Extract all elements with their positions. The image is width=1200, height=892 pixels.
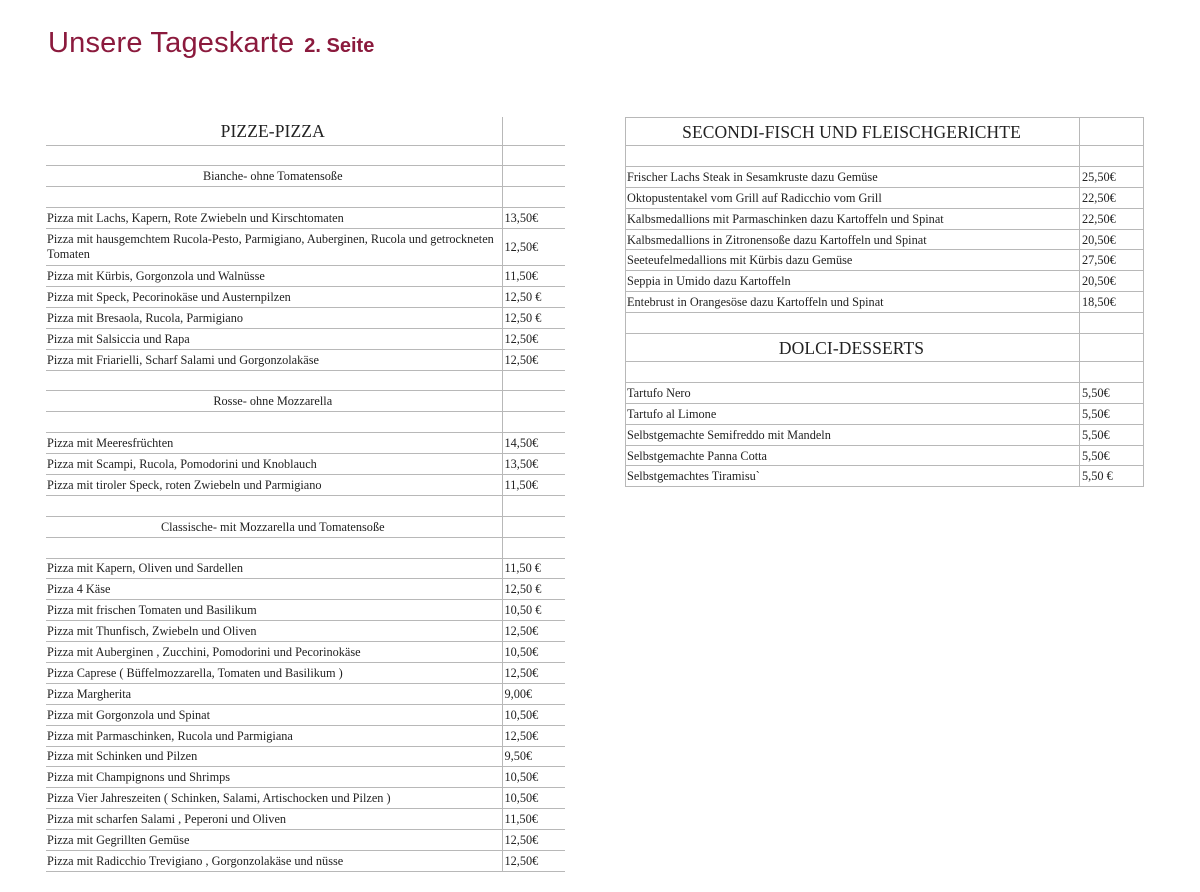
item-name: Kalbsmedallions in Zitronensoße dazu Kartoffeln und Spinat [626,229,1080,250]
item-name: Pizza mit Gorgonzola und Spinat [46,704,502,725]
empty-cell [626,146,1080,167]
empty-cell [502,391,565,412]
item-price: 10,50€ [502,704,565,725]
menu-item-row [626,208,1144,229]
item-price: 12,50 € [502,307,565,328]
section-heading: SECONDI-FISCH UND FLEISCHGERICHTE [626,118,1080,146]
item-name: Selbstgemachte Panna Cotta [626,445,1080,466]
menu-item-row [46,704,565,725]
group-heading-row [46,391,565,412]
menu-item-row [46,558,565,579]
menu-item-row [46,788,565,809]
empty-cell [626,313,1080,334]
menu-item-row [46,642,565,663]
item-name: Pizza mit Radicchio Trevigiano , Gorgonzolakäse und nüsse [46,851,502,872]
empty-cell [46,145,502,166]
item-name: Tartufo Nero [626,382,1080,403]
menu-item-row [46,767,565,788]
group-heading: Classische- mit Mozzarella und Tomatensoße [46,516,502,537]
menu-item-row [46,266,565,287]
menu-item-row [46,349,565,370]
menu-item-row [626,187,1144,208]
empty-cell [46,370,502,391]
item-name: Pizza Vier Jahreszeiten ( Schinken, Salami, Artischocken und Pilzen ) [46,788,502,809]
item-price: 12,50€ [502,662,565,683]
item-price: 12,50€ [502,851,565,872]
item-price: 11,50 € [502,558,565,579]
item-price: 12,50€ [502,229,565,266]
menu-item-row [46,307,565,328]
empty-cell [502,187,565,208]
page-header [48,27,374,60]
pizza-menu-table [46,117,565,872]
empty-cell [626,362,1080,383]
menu-item-row [626,292,1144,313]
menu-item-row [46,851,565,872]
item-name: Pizza Caprese ( Büffelmozzarella, Tomaten und Basilikum ) [46,662,502,683]
item-name: Pizza mit Gegrillten Gemüse [46,830,502,851]
item-name: Pizza mit Salsiccia und Rapa [46,328,502,349]
section-heading-row [46,117,565,145]
item-name: Pizza mit Champignons und Shrimps [46,767,502,788]
item-price: 9,00€ [502,683,565,704]
menu-item-row [46,600,565,621]
empty-cell [502,537,565,558]
item-name: Oktopustentakel vom Grill auf Radicchio vom Grill [626,187,1080,208]
group-heading-row [46,166,565,187]
item-price: 12,50€ [502,621,565,642]
menu-item-row [46,830,565,851]
page-subtitle: 2. Seite [304,35,375,57]
item-name: Kalbsmedallions mit Parmaschinken dazu Kartoffeln und Spinat [626,208,1080,229]
empty-cell [46,412,502,433]
section-heading: PIZZE-PIZZA [46,117,502,145]
menu-item-row [46,454,565,475]
menu-item-row [46,286,565,307]
blank-row [46,187,565,208]
item-name: Pizza mit Speck, Pecorinokäse und Austernpilzen [46,286,502,307]
empty-cell [1080,362,1144,383]
menu-item-row [46,662,565,683]
item-price: 13,50€ [502,208,565,229]
menu-item-row [626,403,1144,424]
menu-item-row [626,250,1144,271]
blank-row [626,146,1144,167]
blank-row [626,313,1144,334]
menu-item-row [46,208,565,229]
empty-cell [1080,334,1144,362]
menu-item-row [626,271,1144,292]
item-price: 12,50 € [502,286,565,307]
empty-cell [46,187,502,208]
menu-item-row [626,424,1144,445]
item-price: 11,50€ [502,809,565,830]
item-name: Pizza mit tiroler Speck, roten Zwiebeln und Parmigiano [46,474,502,495]
menu-item-row [46,621,565,642]
item-name: Pizza mit Kapern, Oliven und Sardellen [46,558,502,579]
menu-item-row [46,809,565,830]
item-price: 12,50 € [502,579,565,600]
item-price: 12,50€ [502,349,565,370]
item-name: Pizza mit Lachs, Kapern, Rote Zwiebeln und Kirschtomaten [46,208,502,229]
blank-row [46,370,565,391]
empty-cell [502,145,565,166]
empty-cell [1080,118,1144,146]
item-name: Pizza mit Thunfisch, Zwiebeln und Oliven [46,621,502,642]
blank-row [46,537,565,558]
section-heading-row [626,334,1144,362]
item-price: 5,50€ [1080,445,1144,466]
item-price: 14,50€ [502,433,565,454]
menu-item-row [46,229,565,266]
menu-item-row [626,445,1144,466]
empty-cell [46,537,502,558]
item-name: Tartufo al Limone [626,403,1080,424]
item-price: 11,50€ [502,474,565,495]
item-price: 12,50€ [502,328,565,349]
menu-item-row [626,466,1144,487]
item-name: Pizza mit Bresaola, Rucola, Parmigiano [46,307,502,328]
item-price: 10,50€ [502,788,565,809]
item-name: Pizza mit frischen Tomaten und Basilikum [46,600,502,621]
item-name: Pizza mit Friarielli, Scharf Salami und Gorgonzolakäse [46,349,502,370]
empty-cell [1080,146,1144,167]
item-price: 12,50€ [502,830,565,851]
group-heading: Bianche- ohne Tomatensoße [46,166,502,187]
item-name: Pizza mit scharfen Salami , Peperoni und Oliven [46,809,502,830]
item-price: 25,50€ [1080,166,1144,187]
menu-item-row [46,725,565,746]
item-price: 22,50€ [1080,187,1144,208]
menu-item-row [46,433,565,454]
item-name: Seppia in Umido dazu Kartoffeln [626,271,1080,292]
item-name: Pizza mit hausgemchtem Rucola-Pesto, Parmigiano, Auberginen, Rucola und getrockneten Tomaten [46,229,502,266]
section-heading: DOLCI-DESSERTS [626,334,1080,362]
menu-item-row [626,382,1144,403]
menu-item-row [46,683,565,704]
menu-item-row [46,579,565,600]
group-heading-row [46,516,565,537]
menu-item-row [626,229,1144,250]
main-dessert-menu-table [625,117,1144,487]
item-name: Pizza mit Auberginen , Zucchini, Pomodorini und Pecorinokäse [46,642,502,663]
empty-cell [502,166,565,187]
empty-cell [502,516,565,537]
blank-row [46,495,565,516]
item-name: Selbstgemachte Semifreddo mit Mandeln [626,424,1080,445]
empty-cell [46,495,502,516]
section-heading-row [626,118,1144,146]
item-name: Pizza mit Scampi, Rucola, Pomodorini und Knoblauch [46,454,502,475]
item-name: Pizza mit Kürbis, Gorgonzola und Walnüsse [46,266,502,287]
item-name: Seeteufelmedallions mit Kürbis dazu Gemüse [626,250,1080,271]
menu-item-row [46,328,565,349]
item-name: Selbstgemachtes Tiramisu` [626,466,1080,487]
item-name: Pizza mit Schinken und Pilzen [46,746,502,767]
item-name: Entebrust in Orangesöse dazu Kartoffeln und Spinat [626,292,1080,313]
empty-cell [502,370,565,391]
empty-cell [502,412,565,433]
item-name: Pizza Margherita [46,683,502,704]
empty-cell [502,495,565,516]
item-price: 18,50€ [1080,292,1144,313]
item-price: 9,50€ [502,746,565,767]
item-name: Frischer Lachs Steak in Sesamkruste dazu Gemüse [626,166,1080,187]
menu-item-row [46,474,565,495]
item-price: 5,50 € [1080,466,1144,487]
item-price: 22,50€ [1080,208,1144,229]
item-price: 10,50 € [502,600,565,621]
item-name: Pizza mit Parmaschinken, Rucola und Parmigiana [46,725,502,746]
item-price: 5,50€ [1080,403,1144,424]
empty-cell [502,117,565,145]
group-heading: Rosse- ohne Mozzarella [46,391,502,412]
blank-row [626,362,1144,383]
menu-item-row [46,746,565,767]
item-price: 20,50€ [1080,271,1144,292]
item-price: 5,50€ [1080,382,1144,403]
item-price: 27,50€ [1080,250,1144,271]
blank-row [46,412,565,433]
item-price: 20,50€ [1080,229,1144,250]
item-price: 10,50€ [502,767,565,788]
item-price: 10,50€ [502,642,565,663]
item-price: 12,50€ [502,725,565,746]
empty-cell [1080,313,1144,334]
item-price: 11,50€ [502,266,565,287]
menu-item-row [626,166,1144,187]
item-price: 13,50€ [502,454,565,475]
page-title: Unsere Tageskarte [48,27,295,59]
item-price: 5,50€ [1080,424,1144,445]
item-name: Pizza mit Meeresfrüchten [46,433,502,454]
blank-row [46,145,565,166]
item-name: Pizza 4 Käse [46,579,502,600]
